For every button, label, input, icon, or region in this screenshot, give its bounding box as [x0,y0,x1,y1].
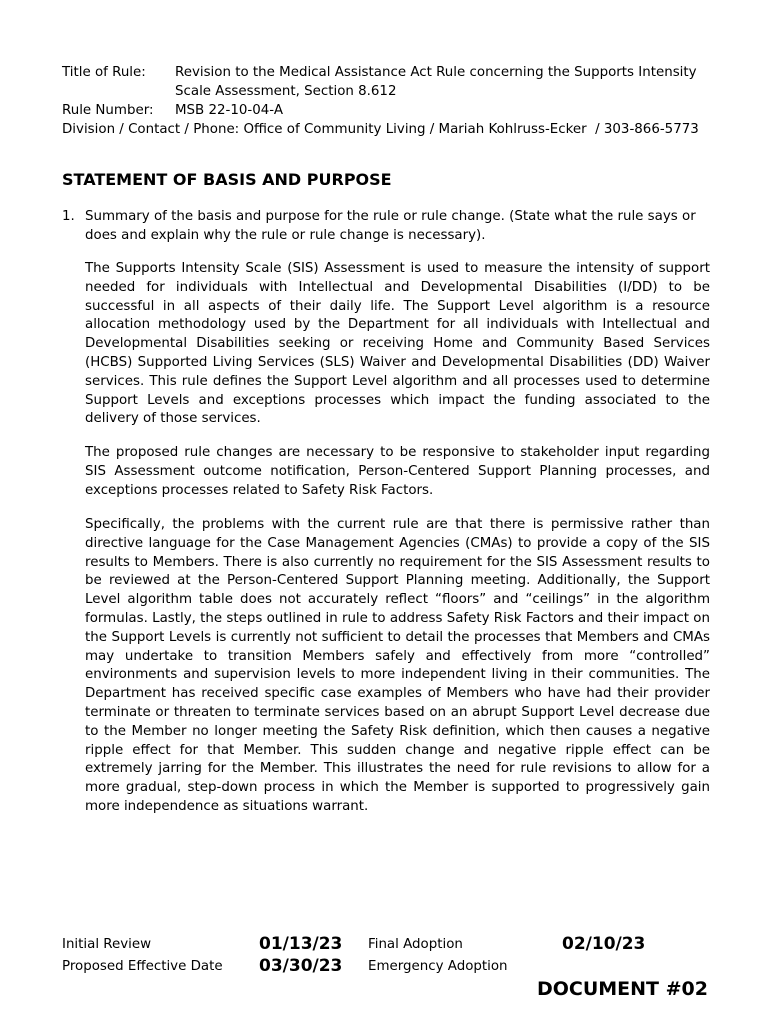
paragraph-3 [85,516,710,817]
numbered-item [62,207,712,245]
paragraph-2 [85,444,710,500]
final-adoption-date: 02/10/23 [562,934,646,954]
item-text: Summary of the basis and purpose for the rule or rule change. (State what the rule says or does and explain why the rule or rule change is necessary). [85,209,696,243]
proposed-effective-date-label: Proposed Effective Date [62,959,223,974]
document-number: DOCUMENT #02 [536,978,708,1000]
title-value [175,63,715,101]
division-contact-line: Division / Contact / Phone: Office of Community Living / Mariah Kohlruss-Ecker / 303-866-5773 [62,122,699,137]
rule-number-label: Rule Number: [62,103,154,118]
title-row [62,63,715,101]
title-value-line2: Scale Assessment, Section 8.612 [175,84,397,99]
initial-review-label: Initial Review [62,937,152,952]
final-adoption-label: Final Adoption [368,937,463,952]
paragraph-1 [85,260,710,429]
title-value-line1: Revision to the Medical Assistance Act Rule concerning the Supports Intensity [175,65,697,80]
item-number: 1. [62,209,75,224]
proposed-effective-date: 03/30/23 [259,956,343,976]
rule-number-row [62,101,715,120]
rule-metadata [62,63,715,139]
initial-review-date: 01/13/23 [259,934,343,954]
footer-dates [62,934,712,1014]
section-heading: STATEMENT OF BASIS AND PURPOSE [62,170,392,189]
paragraph-2-text: The proposed rule changes are necessary to be responsive to stakeholder input regarding SIS Assessment outcome notification, Person-Centered Support Planning processes, and exceptions processes related to Safety Risk Factors. [85,445,710,498]
paragraph-3-text: Specifically, the problems with the current rule are that there is permissive rather than directive language for the Case Management Agencies (CMAs) to provide a copy of the SIS results to Members. There is also currently no requirement for the SIS Assessment results to be reviewed at the Person-Centered Support Planning meeting. Additionally, the Support Level algorithm table does not accurately reflect “floors” and “ceilings” in the algorithm formulas. Lastly, the steps outlined in rule to address Safety Risk Factors and their impact on the Support Levels is currently not sufficient to detail the processes that Members and CMAs may undertake to transition Members safely and effectively from more “controlled” environments and supervision levels to more independent living in their communities. The Department has received specific case examples of Members who have had their provider terminate or threaten to terminate services based on an abrupt Support Level decrease due to the Member no longer meeting the Safety Risk definition, which then causes a negative ripple effect for that Member. This sudden change and negative ripple effect can be extremely jarring for the Member. This illustrates the need for rule revisions to allow for a more gradual, step-down process in which the Member is supported to progressively gain more independence as situations warrant. [85,517,710,814]
paragraph-1-text: The Supports Intensity Scale (SIS) Assessment is used to measure the intensity of support needed for individuals with Intellectual and Developmental Disabilities (I/DD) to be successful in all aspects of their daily life. The Support Level algorithm is a resource allocation methodology used by the Department for all individuals with Intellectual and Developmental Disabilities seeking or receiving Home and Community Based Services (HCBS) Supported Living Services (SLS) Waiver and Developmental Disabilities (DD) Waiver services. This rule defines the Support Level algorithm and all processes used to determine Support Levels and exceptions processes which impact the funding associated to the delivery of those services. [85,261,710,427]
title-label: Title of Rule: [62,65,146,80]
rule-number-value: MSB 22-10-04-A [175,103,283,118]
emergency-adoption-label: Emergency Adoption [368,959,508,974]
